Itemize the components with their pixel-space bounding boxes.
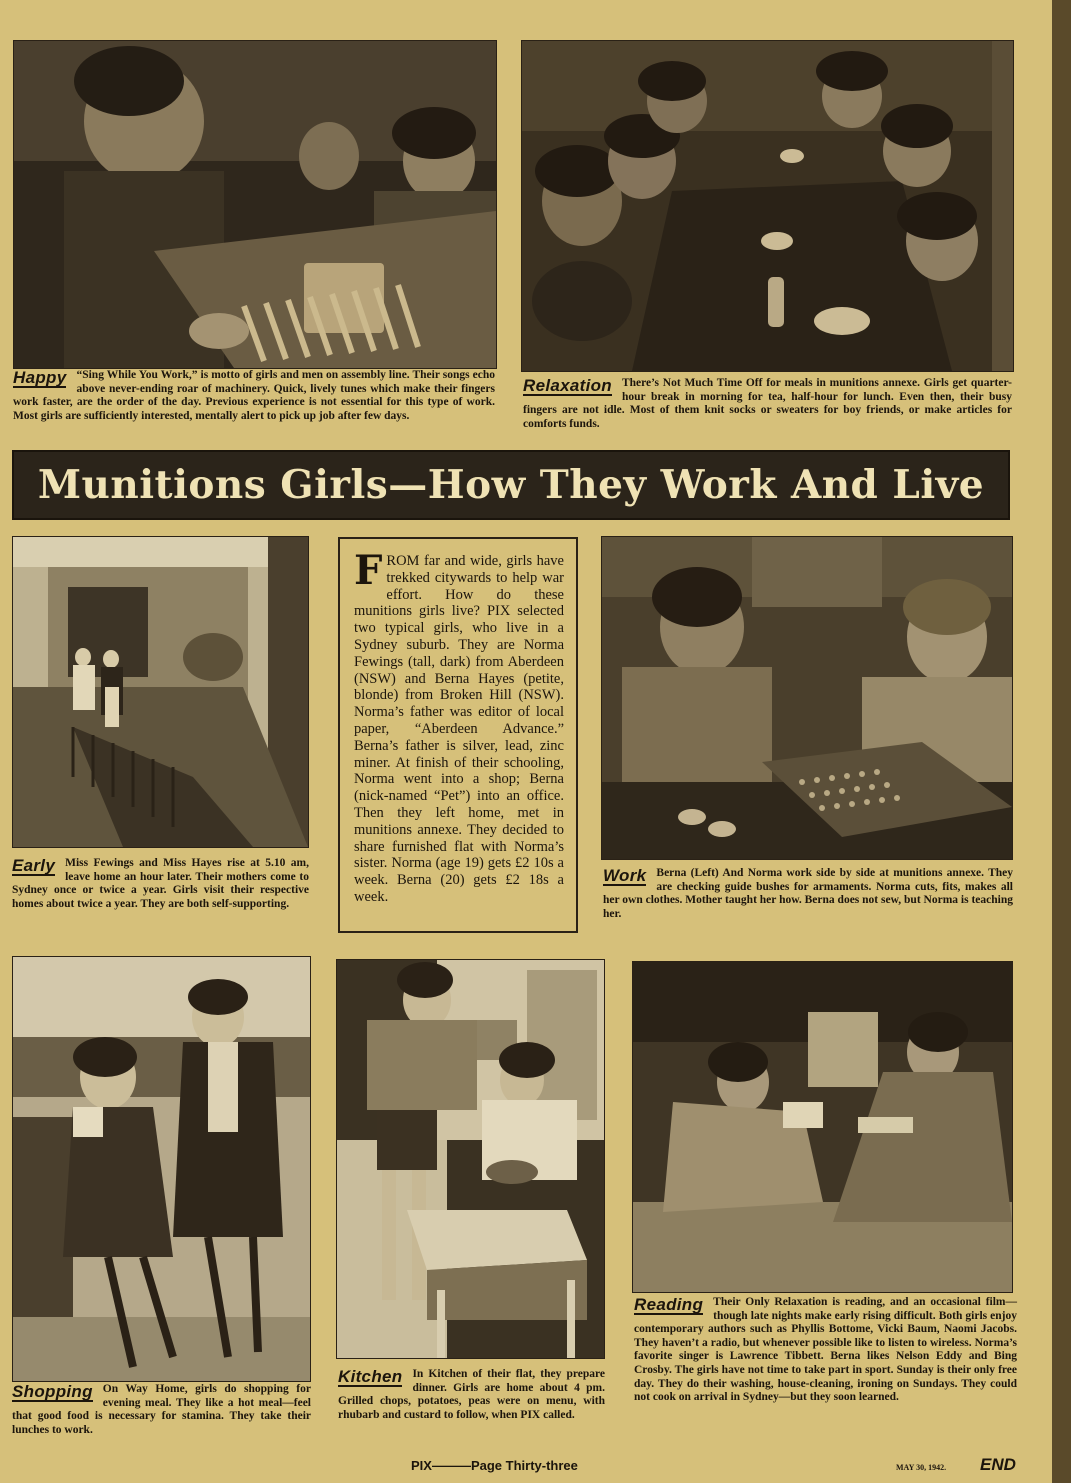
page-headline: Munitions Girls—How They Work And Live	[37, 462, 985, 508]
page-edge	[1052, 0, 1071, 1483]
caption-kicker: Shopping	[12, 1382, 93, 1401]
caption-text: Their Only Relaxation is reading, and an occasional film—though late nights make early rising difficult. Both girls enjoy contemporary authors such as Phyllis Bottome, Vicki Baum, Naomi Jacobs. They haven’t a radio, but whenever possible like to listen to wireless. Norma’s favorite singer is Lawrence Tibbett. Berna likes Nelson Eddy and Bing Crosby. The girls have not time to take part in sport. Sunday is their only free day. They do their washing, house-cleaning, ironing on Sundays. They could not cook on arrival in Sydney—but they soon learned.	[634, 1296, 1017, 1404]
caption-kitchen	[338, 1368, 605, 1422]
caption-text: On Way Home, girls do shopping for evening meal. They like a hot meal—feel that good food is necessary for stamina. They take their lunches to work.	[12, 1383, 311, 1436]
issue-date: MAY 30, 1942.	[896, 1463, 947, 1472]
caption-kicker: Happy	[13, 368, 67, 387]
caption-text: Miss Fewings and Miss Hayes rise at 5.10 am, leave home an hour later. Their mothers come to Sydney once or twice a year. Girls visit their respective homes about twice a year. They are both self-supporting.	[12, 857, 309, 910]
photo-relaxation	[521, 40, 1014, 372]
page-folio: PIX———Page Thirty-three	[411, 1458, 578, 1473]
story-box	[338, 537, 578, 933]
caption-work	[603, 867, 1013, 921]
photo-work	[601, 536, 1013, 860]
photo-shopping	[12, 956, 311, 1382]
caption-kicker: Work	[603, 866, 647, 885]
caption-reading	[634, 1296, 1017, 1405]
headline-banner	[12, 450, 1010, 520]
photo-kitchen	[336, 959, 605, 1359]
caption-relaxation	[523, 377, 1012, 431]
photo-happy	[13, 40, 497, 369]
story-dropcap: F	[354, 547, 383, 594]
photo-reading	[632, 961, 1013, 1293]
end-mark: END	[980, 1455, 1016, 1474]
photo-early	[12, 536, 309, 848]
caption-kicker: Kitchen	[338, 1367, 403, 1386]
caption-text: In Kitchen of their flat, they prepare dinner. Girls are home about 4 pm. Grilled chops, potatoes, peas were on menu, with rhubarb and custard to follow, when PIX called.	[338, 1368, 605, 1421]
story-text: ROM far and wide, girls have trekked citywards to help war effort. How do these munitions girls live? PIX selected two typical girls, who live in a Sydney suburb. They are Norma Fewings (tall, dark) from Aberdeen (NSW) and Berna Hayes (petite, blonde) from Broken Hill (NSW). Norma’s father was editor of local paper, “Aberdeen Advance.” Berna’s father is silver, lead, zinc miner. At finish of their schooling, Norma went into a shop; Berna (nick-named “Pet”) into an office. Then they left home, met in munitions annexe. They decided to share furnished flat with Norma’s sister. Norma (age 19) gets £2 10s a week. Berna (20) gets £2 18s a week.	[354, 553, 564, 905]
caption-text: There’s Not Much Time Off for meals in munitions annexe. Girls get quarter-hour break in morning for tea, half-hour for lunch. Even then, their busy fingers are not idle. Most of them knit socks or sweaters for boy friends, or make articles for comforts funds.	[523, 377, 1012, 430]
caption-happy	[13, 369, 495, 423]
caption-early	[12, 857, 309, 911]
caption-text: “Sing While You Work,” is motto of girls and men on assembly line. Their songs echo above never-ending roar of machinery. Quick, lively tunes which make their fingers work faster, are the order of the day. Previous experience is not essential for this type of work. Most girls are sufficiently interested, mentally alert to pick up job after few days.	[13, 369, 495, 422]
caption-kicker: Reading	[634, 1295, 704, 1314]
caption-shopping	[12, 1383, 311, 1437]
caption-kicker: Relaxation	[523, 376, 612, 395]
caption-kicker: Early	[12, 856, 56, 875]
caption-text: Berna (Left) And Norma work side by side at munitions annexe. They are checking guide bushes for armaments. Norma cuts, fits, makes all her own clothes. Mother taught her how. Berna does not sew, but Norma is teaching her.	[603, 867, 1013, 920]
